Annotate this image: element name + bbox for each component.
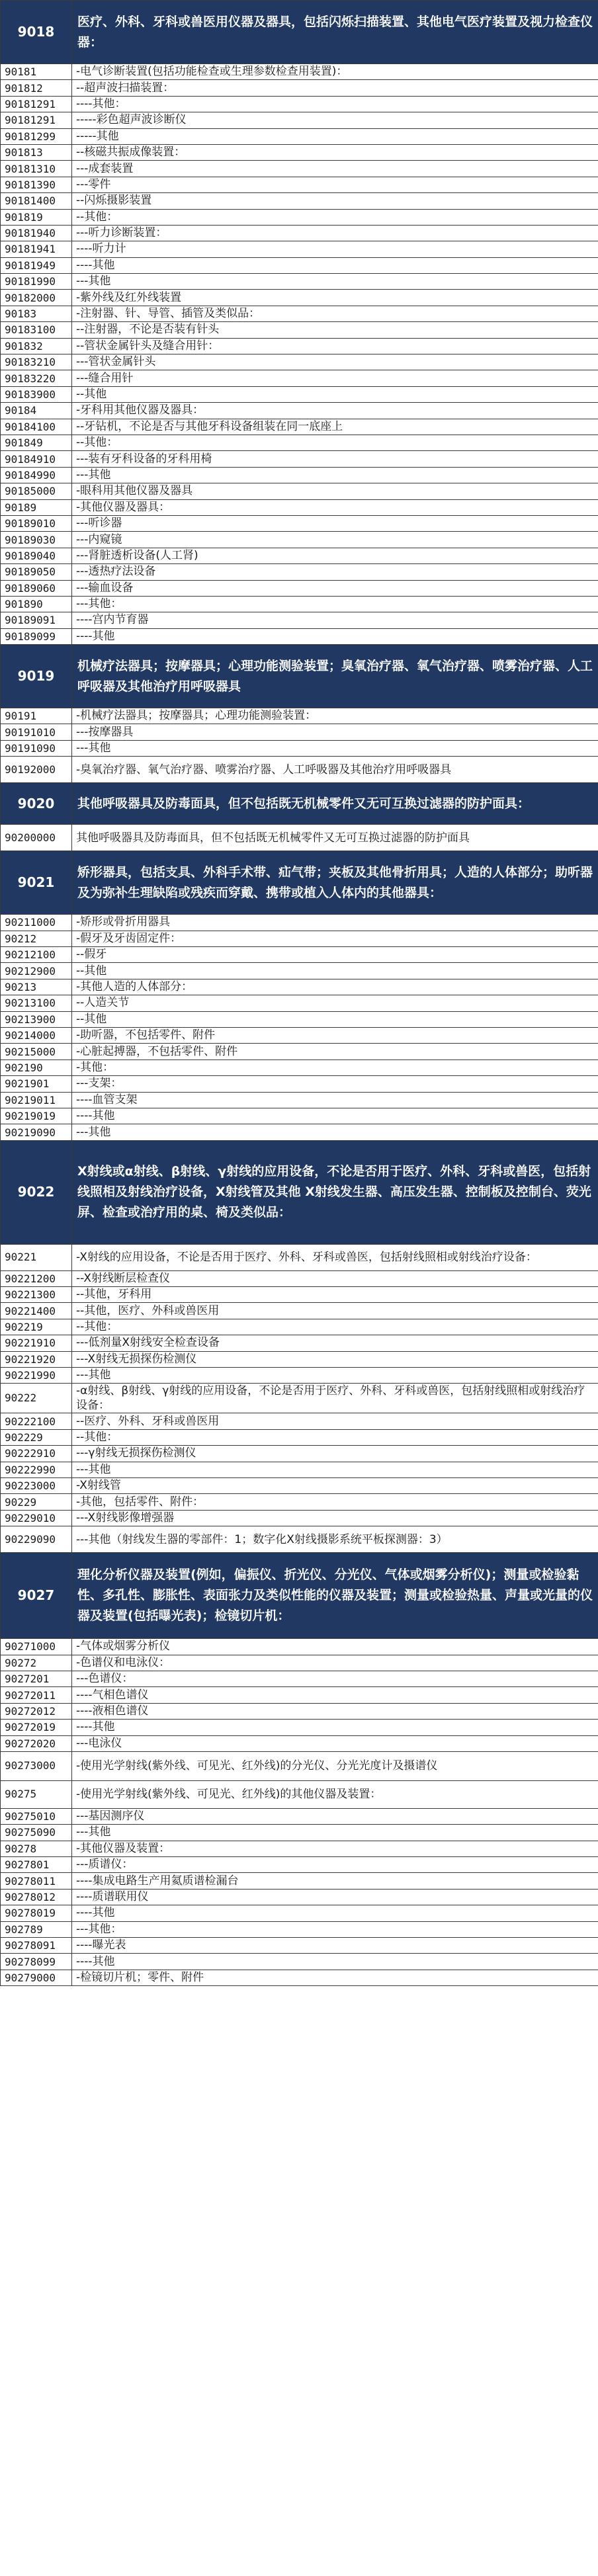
row-code: 9027201: [1, 1671, 72, 1686]
row-code: 902789: [1, 1921, 72, 1937]
heading-code: 9018: [1, 1, 72, 64]
heading-row: [1, 1140, 598, 1244]
table-row: [1, 1735, 598, 1751]
row-description: ----气相色谱仪: [72, 1687, 598, 1703]
row-code: 90278019: [1, 1905, 72, 1921]
row-description: ---电泳仪: [72, 1735, 598, 1751]
row-code: 90222: [1, 1384, 72, 1413]
row-code: 90189091: [1, 612, 72, 628]
heading-code: 9022: [1, 1140, 72, 1244]
table-row: [1, 1841, 598, 1856]
table-row: [1, 1059, 598, 1075]
row-code: 902229: [1, 1429, 72, 1445]
table-row: [1, 1287, 598, 1303]
row-description: ---色谱仪：: [72, 1671, 598, 1686]
table-row: [1, 1494, 598, 1510]
heading-row: [1, 1, 598, 64]
table-row: [1, 515, 598, 531]
row-code: 90221990: [1, 1368, 72, 1384]
row-code: 901890: [1, 596, 72, 612]
row-code: 90229090: [1, 1526, 72, 1553]
heading-row: [1, 851, 598, 915]
row-description: -色谱仪和电泳仪：: [72, 1655, 598, 1671]
row-description: ---按摩器具: [72, 724, 598, 740]
table-row: [1, 1905, 598, 1921]
table-row: [1, 947, 598, 963]
heading-title: 其他呼吸器具及防毒面具，但不包括既无机械零件又无可互换过滤器的防护面具：: [72, 783, 598, 825]
row-description: --医疗、外科、牙科或兽医用: [72, 1413, 598, 1429]
row-code: 90278: [1, 1841, 72, 1856]
row-code: 90181941: [1, 241, 72, 257]
row-description: --其他，牙科用: [72, 1287, 598, 1303]
row-code: 90272012: [1, 1703, 72, 1719]
row-code: 90221910: [1, 1335, 72, 1351]
row-description: -电气诊断装置(包括功能检查或生理参数检查用装置)：: [72, 64, 598, 80]
row-description: ---其他（射线发生器的零部件：1；数字化X射线摄影系统平板探测器：3）: [72, 1526, 598, 1553]
row-code: 90221920: [1, 1351, 72, 1367]
table-row: [1, 435, 598, 450]
row-description: ---其他: [72, 740, 598, 756]
table-row: [1, 1857, 598, 1873]
heading-title: 矫形器具，包括支具、外科手术带、疝气带；夹板及其他骨折用具；人造的人体部分；助听器及为弥补生理缺陷或残疾而穿戴、携带或植入人体内的其他器具：: [72, 851, 598, 915]
row-code: 90212100: [1, 947, 72, 963]
row-code: 90181291: [1, 96, 72, 112]
row-description: ---输血设备: [72, 580, 598, 596]
table-row: [1, 1720, 598, 1735]
row-code: 90182000: [1, 290, 72, 306]
table-row: [1, 64, 598, 80]
row-description: ---听诊器: [72, 515, 598, 531]
table-row: [1, 370, 598, 386]
table-row: [1, 931, 598, 946]
row-code: 90275010: [1, 1808, 72, 1824]
row-code: 90181299: [1, 128, 72, 144]
row-description: --人造关节: [72, 995, 598, 1011]
table-row: [1, 274, 598, 290]
row-code: 90222100: [1, 1413, 72, 1429]
heading-title: 医疗、外科、牙科或兽医用仪器及器具，包括闪烁扫描装置、其他电气医疗装置及视力检查仪器：: [72, 1, 598, 64]
row-code: 90191010: [1, 724, 72, 740]
table-row: [1, 740, 598, 756]
row-code: 90181: [1, 64, 72, 80]
table-row: [1, 580, 598, 596]
table-row: [1, 290, 598, 306]
table-row: [1, 1319, 598, 1335]
table-row: [1, 1446, 598, 1462]
row-description: ----质谱联用仪: [72, 1889, 598, 1905]
row-description: -臭氧治疗器、氧气治疗器、喷雾治疗器、人工呼吸器及其他治疗用呼吸器具: [72, 757, 598, 783]
row-code: 90213900: [1, 1011, 72, 1027]
row-description: --其他：: [72, 435, 598, 450]
row-description: ----其他：: [72, 96, 598, 112]
row-description: ---成套装置: [72, 161, 598, 177]
table-row: [1, 257, 598, 273]
row-description: -机械疗法器具；按摩器具；心理功能测验装置：: [72, 708, 598, 724]
heading-code: 9020: [1, 783, 72, 825]
row-code: 90278099: [1, 1954, 72, 1970]
row-description: --其他: [72, 963, 598, 979]
row-code: 90221400: [1, 1303, 72, 1319]
row-code: 901812: [1, 80, 72, 96]
row-description: --牙钻机，不论是否与其他牙科设备组装在同一底座上: [72, 419, 598, 435]
heading-title: 机械疗法器具；按摩器具；心理功能测验装置；臭氧治疗器、氧气治疗器、喷雾治疗器、人工呼吸器及其他治疗用呼吸器具: [72, 645, 598, 708]
table-row: [1, 708, 598, 724]
row-code: 90212: [1, 931, 72, 946]
row-description: ----听力计: [72, 241, 598, 257]
row-code: 90183210: [1, 354, 72, 370]
row-code: 90189040: [1, 548, 72, 563]
row-code: 90183220: [1, 370, 72, 386]
table-row: [1, 1351, 598, 1367]
row-code: 90275090: [1, 1825, 72, 1841]
table-row: [1, 1671, 598, 1686]
table-row: [1, 1780, 598, 1808]
row-code: 90181291: [1, 112, 72, 128]
row-code: 90214000: [1, 1027, 72, 1043]
row-description: -使用光学射线(紫外线、可见光、红外线)的分光仪、分光光度计及摄谱仪: [72, 1751, 598, 1780]
row-description: 其他呼吸器具及防毒面具，但不包括既无机械零件又无可互换过滤器的防护面具: [72, 825, 598, 851]
table-row: [1, 241, 598, 257]
row-description: ----曝光表: [72, 1938, 598, 1954]
row-description: ---低剂量X射线安全检查设备: [72, 1335, 598, 1351]
row-description: -----彩色超声波诊断仪: [72, 112, 598, 128]
table-row: [1, 1244, 598, 1270]
heading-code: 9019: [1, 645, 72, 708]
table-row: [1, 1510, 598, 1526]
row-code: 90272: [1, 1655, 72, 1671]
row-code: 90189030: [1, 532, 72, 548]
table-row: [1, 177, 598, 192]
row-description: --其他：: [72, 1429, 598, 1445]
row-code: 90222990: [1, 1462, 72, 1477]
row-description: --X射线断层检查仪: [72, 1270, 598, 1286]
row-description: ---X射线无损探伤检测仪: [72, 1351, 598, 1367]
row-code: 90278012: [1, 1889, 72, 1905]
row-code: 90229010: [1, 1510, 72, 1526]
row-code: 90191090: [1, 740, 72, 756]
row-code: 90278011: [1, 1873, 72, 1889]
table-row: [1, 1108, 598, 1124]
row-description: ---零件: [72, 177, 598, 192]
row-description: ----集成电路生产用氦质谱检漏台: [72, 1873, 598, 1889]
row-description: ---基因测序仪: [72, 1808, 598, 1824]
row-code: 902190: [1, 1059, 72, 1075]
row-description: -紫外线及红外线装置: [72, 290, 598, 306]
table-row: [1, 1526, 598, 1553]
row-description: ---其他: [72, 467, 598, 483]
row-description: -其他，包括零件、附件：: [72, 1494, 598, 1510]
row-description: ---装有牙科设备的牙科用椅: [72, 451, 598, 467]
table-row: [1, 1462, 598, 1477]
row-description: ---γ射线无损探伤检测仪: [72, 1446, 598, 1462]
row-description: -α射线、β射线、γ射线的应用设备，不论是否用于医疗、外科、牙科或兽医，包括射线照相或射线治疗设备：: [72, 1384, 598, 1413]
row-code: 90272011: [1, 1687, 72, 1703]
table-row: [1, 612, 598, 628]
table-row: [1, 1335, 598, 1351]
row-description: ----其他: [72, 1720, 598, 1735]
row-description: ---肾脏透析设备(人工肾): [72, 548, 598, 563]
table-row: [1, 96, 598, 112]
row-description: --超声波扫描装置：: [72, 80, 598, 96]
row-description: -假牙及牙齿固定件：: [72, 931, 598, 946]
row-description: --假牙: [72, 947, 598, 963]
table-row: [1, 915, 598, 931]
row-code: 90279000: [1, 1970, 72, 1985]
row-description: ---X射线影像增强器: [72, 1510, 598, 1526]
row-description: -X射线管: [72, 1478, 598, 1494]
row-description: -牙科用其他仪器及器具：: [72, 403, 598, 419]
row-code: 90192000: [1, 757, 72, 783]
row-description: --闪烁摄影装置: [72, 193, 598, 209]
table-row: [1, 1751, 598, 1780]
row-description: ----其他: [72, 1905, 598, 1921]
row-code: 90181310: [1, 161, 72, 177]
table-row: [1, 1413, 598, 1429]
row-code: 902219: [1, 1319, 72, 1335]
row-description: -检镜切片机；零件、附件: [72, 1970, 598, 1985]
row-code: 90278091: [1, 1938, 72, 1954]
row-description: -矫形或骨折用器具: [72, 915, 598, 931]
row-code: 90219019: [1, 1108, 72, 1124]
row-code: 90189050: [1, 564, 72, 580]
row-description: ---其他: [72, 1124, 598, 1140]
table-row: [1, 1270, 598, 1286]
row-code: 90184910: [1, 451, 72, 467]
table-row: [1, 483, 598, 499]
table-row: [1, 1124, 598, 1140]
heading-code: 9027: [1, 1553, 72, 1639]
table-row: [1, 80, 598, 96]
row-code: 90181390: [1, 177, 72, 192]
row-code: 90181400: [1, 193, 72, 209]
table-row: [1, 128, 598, 144]
table-row: [1, 1938, 598, 1954]
row-description: ---支架：: [72, 1076, 598, 1092]
table-row: [1, 1478, 598, 1494]
row-description: ----其他: [72, 257, 598, 273]
row-description: ---内窥镜: [72, 532, 598, 548]
row-code: 90213: [1, 979, 72, 995]
table-row: [1, 1655, 598, 1671]
row-description: -其他仪器及装置：: [72, 1841, 598, 1856]
row-description: ---管状金属针头: [72, 354, 598, 370]
heading-row: [1, 783, 598, 825]
heading-title: 理化分析仪器及装置(例如，偏振仪、折光仪、分光仪、气体或烟雾分析仪)；测量或检验黏性、多孔性、膨胀性、表面张力及类似性能的仪器及装置；测量或检验热量、声量或光量的仪器及装置(包括曝光表)；检镜切片机：: [72, 1553, 598, 1639]
row-code: 90221300: [1, 1287, 72, 1303]
row-description: --其他，医疗、外科或兽医用: [72, 1303, 598, 1319]
table-row: [1, 225, 598, 241]
row-code: 90213100: [1, 995, 72, 1011]
row-code: 90189060: [1, 580, 72, 596]
table-row: [1, 548, 598, 563]
row-code: 90191: [1, 708, 72, 724]
row-description: -----其他: [72, 128, 598, 144]
table-row: [1, 161, 598, 177]
row-description: ---其他: [72, 1825, 598, 1841]
table-row: [1, 1703, 598, 1719]
row-description: --其他：: [72, 209, 598, 225]
row-code: 90185000: [1, 483, 72, 499]
row-description: ---其他: [72, 1462, 598, 1477]
table-row: [1, 1970, 598, 1985]
row-code: 90222910: [1, 1446, 72, 1462]
row-description: -气体或烟雾分析仪: [72, 1639, 598, 1655]
row-code: 90184100: [1, 419, 72, 435]
table-row: [1, 757, 598, 783]
row-description: --管状金属针头及缝合用针：: [72, 338, 598, 354]
table-row: [1, 724, 598, 740]
row-description: -心脏起搏器，不包括零件、附件: [72, 1044, 598, 1059]
row-code: 90211000: [1, 915, 72, 931]
table-row: [1, 193, 598, 209]
table-row: [1, 144, 598, 160]
row-code: 90212900: [1, 963, 72, 979]
row-code: 90271000: [1, 1639, 72, 1655]
row-description: ---其他: [72, 274, 598, 290]
row-description: ----宫内节育器: [72, 612, 598, 628]
row-code: 90184990: [1, 467, 72, 483]
heading-row: [1, 645, 598, 708]
row-code: 90272020: [1, 1735, 72, 1751]
table-row: [1, 338, 598, 354]
row-description: --注射器，不论是否装有针头: [72, 322, 598, 338]
row-description: --核磁共振成像装置：: [72, 144, 598, 160]
table-row: [1, 354, 598, 370]
row-description: ----血管支架: [72, 1092, 598, 1108]
row-description: -X射线的应用设备，不论是否用于医疗、外科、牙科或兽医，包括射线照相或射线治疗设备：: [72, 1244, 598, 1270]
row-code: 9021901: [1, 1076, 72, 1092]
row-description: --其他: [72, 1011, 598, 1027]
table-row: [1, 451, 598, 467]
table-row: [1, 1044, 598, 1059]
row-code: 90183: [1, 306, 72, 321]
row-description: -其他：: [72, 1059, 598, 1075]
table-row: [1, 1921, 598, 1937]
table-row: [1, 1429, 598, 1445]
row-code: 90275: [1, 1780, 72, 1808]
row-code: 90189010: [1, 515, 72, 531]
row-code: 90219090: [1, 1124, 72, 1140]
table-row: [1, 322, 598, 338]
row-code: 90221200: [1, 1270, 72, 1286]
row-description: ---其他：: [72, 1921, 598, 1937]
table-row: [1, 1808, 598, 1824]
row-description: ---透热疗法设备: [72, 564, 598, 580]
row-description: -其他仪器及器具：: [72, 499, 598, 515]
table-row: [1, 1011, 598, 1027]
row-code: 90200000: [1, 825, 72, 851]
row-code: 90273000: [1, 1751, 72, 1780]
row-description: ---其他: [72, 1368, 598, 1384]
table-row: [1, 403, 598, 419]
heading-code: 9021: [1, 851, 72, 915]
row-code: 90215000: [1, 1044, 72, 1059]
row-description: ----其他: [72, 1954, 598, 1970]
table-row: [1, 1954, 598, 1970]
row-description: ---其他：: [72, 596, 598, 612]
table-row: [1, 596, 598, 612]
table-row: [1, 467, 598, 483]
row-code: 90184: [1, 403, 72, 419]
row-description: -注射器、针、导管、插管及类似品：: [72, 306, 598, 321]
row-code: 90229: [1, 1494, 72, 1510]
table-row: [1, 1687, 598, 1703]
row-description: -眼科用其他仪器及器具: [72, 483, 598, 499]
table-row: [1, 419, 598, 435]
table-row: [1, 1303, 598, 1319]
table-row: [1, 1873, 598, 1889]
row-code: 90189: [1, 499, 72, 515]
table-row: [1, 499, 598, 515]
row-description: ---听力诊断装置：: [72, 225, 598, 241]
row-code: 901832: [1, 338, 72, 354]
row-code: 90183100: [1, 322, 72, 338]
table-row: [1, 1368, 598, 1384]
row-description: ----液相色谱仪: [72, 1703, 598, 1719]
row-code: 901849: [1, 435, 72, 450]
table-row: [1, 979, 598, 995]
row-code: 90189099: [1, 628, 72, 644]
row-description: --其他：: [72, 1319, 598, 1335]
row-code: 90181940: [1, 225, 72, 241]
row-code: 901819: [1, 209, 72, 225]
table-row: [1, 112, 598, 128]
table-row: [1, 1384, 598, 1413]
row-code: 90221: [1, 1244, 72, 1270]
row-description: ----其他: [72, 628, 598, 644]
row-description: ---质谱仪：: [72, 1857, 598, 1873]
row-description: ---缝合用针: [72, 370, 598, 386]
row-code: 90223000: [1, 1478, 72, 1494]
table-row: [1, 1889, 598, 1905]
row-code: 901813: [1, 144, 72, 160]
table-row: [1, 628, 598, 644]
row-description: -使用光学射线(紫外线、可见光、红外线)的其他仪器及装置：: [72, 1780, 598, 1808]
row-description: -其他人造的人体部分：: [72, 979, 598, 995]
row-code: 90219011: [1, 1092, 72, 1108]
table-row: [1, 386, 598, 402]
table-row: [1, 1027, 598, 1043]
table-row: [1, 1092, 598, 1108]
table-row: [1, 1076, 598, 1092]
table-row: [1, 825, 598, 851]
table-row: [1, 306, 598, 321]
row-code: 90181949: [1, 257, 72, 273]
row-description: --其他: [72, 386, 598, 402]
row-description: -助听器，不包括零件、附件: [72, 1027, 598, 1043]
row-code: 90183900: [1, 386, 72, 402]
row-code: 90181990: [1, 274, 72, 290]
table-row: [1, 532, 598, 548]
table-row: [1, 564, 598, 580]
table-row: [1, 963, 598, 979]
row-code: 90272019: [1, 1720, 72, 1735]
row-description: ----其他: [72, 1108, 598, 1124]
heading-row: [1, 1553, 598, 1639]
row-code: 9027801: [1, 1857, 72, 1873]
table-row: [1, 1639, 598, 1655]
table-row: [1, 209, 598, 225]
heading-title: X射线或α射线、β射线、γ射线的应用设备，不论是否用于医疗、外科、牙科或兽医，包括射线照相及射线治疗设备，X射线管及其他 X射线发生器、高压发生器、控制板及控制台、荧光屏、检查或治疗用的桌、椅及类似品：: [72, 1140, 598, 1244]
table-row: [1, 995, 598, 1011]
table-row: [1, 1825, 598, 1841]
